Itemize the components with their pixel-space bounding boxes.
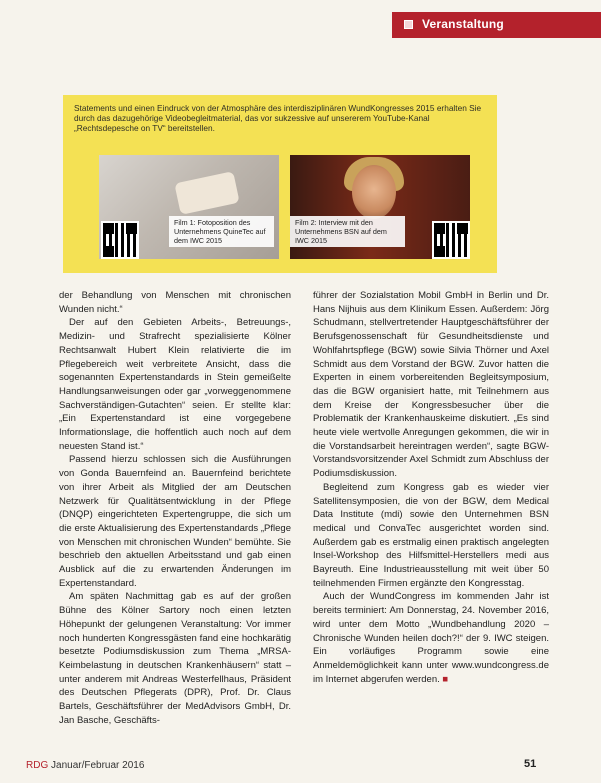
paragraph: Der auf den Gebieten Arbeits-, Betreuungs-, Medizin- und Strafrecht spezialisierte Kölner Rechtsanwalt Hubert Klein relativierte die im Pflegebereich weit verbreitete Ansicht, dass die sogenannten Expertenstandards in Stein gemeißelte Handlungsanweisungen oder gar „vorweggenommene Sachverständigen-Gutachten“ seien. Er stellte klar: „Ein Expertenstandard ist eine vorgegebene Informationslage, die hoffentlich auch noch auf dem neuesten Stand ist.“ <box>59 317 291 452</box>
paragraph: Passend hierzu schlossen sich die Ausführungen von Gonda Bauernfeind an. Bauernfeind berichtete von ihrer Arbeit als Mitglied der am Deutschen Netzwerk für Qualitätsentwicklung in der Pflege (DNQP) eingerichteten Expertengruppe, die sich um die erste Aktualisierung des Expertenstandards „Pflege von Menschen mit chronischen Wunden“ bemühte. Sie beschrieb den aktuellen Arbeitsstand und gab einen Ausblick auf die zu erwartenden Änderungen im Expertenstandard. <box>59 454 291 589</box>
video-1-caption: Film 1: Fotoposition des Unternehmens QuineTec auf dem IWC 2015 <box>169 216 274 247</box>
video-2-caption: Film 2: Interview mit den Unternehmens BSN auf dem IWC 2015 <box>290 216 405 247</box>
video-2-person-face <box>352 165 396 219</box>
section-label: Veranstaltung <box>422 17 504 31</box>
paragraph: Begleitend zum Kongress gab es wieder vier Satellitensymposien, die von der BGW, dem Medical Data Institute (mdi) sowie den Unternehmen BSN medical und ConvaTec ausgerichtet worden sind. Außerdem gab es erstmalig einen praktisch angelegten Insel-Workshop des Hilfsmittel-Herstellers medi aus Bayreuth. Eine Industrieausstellung mit weit über 50 teilnehmenden Firmen ergänzte den Kongresstag. <box>313 481 549 589</box>
footer-brand: RDG <box>26 760 49 771</box>
paragraph: führer der Sozialstation Mobil GmbH in Berlin und Dr. Hans Nijhuis aus dem Klinikum Essen. Außerdem: Jörg Schudmann, stellvertretender Hauptgeschäftsführer der Berufsgenossenschaft für Gesundheitsdienste und Wohlfahrtspflege (BGW) sowie Silvia Thörner und Axel Schmidt aus dem Vorstand der BGW. Zuvor hatten die Experten in einem vorbereitenden Begleitsymposium, das die BGW organisiert hatte, mit Teilnehmern aus dem Kreise der Kongressbesucher über die Problematik der Krankenhauskeime diskutiert. „Es sind heute viele wertvolle Anregungen gekommen, die wir in die Vorstandsarbeit hereintragen werden“, sagte BGW-Vorstandsvorsitzender Axel Schmidt zum Abschluss der Podiumsdiskussion. <box>313 290 549 480</box>
paragraph: der Behandlung von Menschen mit chronischen Wunden nicht.“ <box>59 290 291 315</box>
calendar-icon <box>404 20 413 29</box>
video-info-box <box>63 95 497 273</box>
end-mark-icon: ■ <box>442 673 449 685</box>
footer-issue-date: Januar/Februar 2016 <box>51 760 145 771</box>
info-box-text: Statements und einen Eindruck von der Atmosphäre des interdisziplinären WundKongresses 2015 erhalten Sie durch das dazugehörige Videobegleitmaterial, das vor sukzessive auf unsererem YouTube-Kanal „Rechtsdepesche on TV“ bereitstellen. <box>74 103 482 133</box>
paragraph <box>313 590 549 686</box>
footer-issue <box>26 760 144 771</box>
page-number: 51 <box>524 758 537 770</box>
qr-code-icon[interactable] <box>101 221 139 259</box>
article-column-right <box>313 289 549 686</box>
paragraph: Am späten Nachmittag gab es auf der großen Bühne des Kölner Sartory noch einen letzten Höhepunkt der gelungenen Veranstaltung: Vor immer noch hunderten Kongressgästen fand eine hochkarätig besetzte Podiumsdiskussion zum Thema „MRSA-Keimbelastung in deutschen Krankenhäusern“ statt – unter anderem mit Andreas Westerfellhaus, Präsident des Deutschen Pflegerats (DPR), Prof. Dr. Claus Bartels, Geschäftsführer der MedAdvisors GmbH, Dr. Jan Basche, Geschäfts- <box>59 591 291 726</box>
paragraph-text: Auch der WundCongress im kommenden Jahr ist bereits terminiert: Am Donnerstag, 24. November 2016, wird unter dem Motto „Wundbehandlung 2020 – Chronische Wunden heilen doch?!“ der 9. IWC steigen. Ein vorläufiges Programm sowie eine Anmeldemöglichkeit kann unter www.wundcongress.de im Internet abgerufen werden. <box>313 591 549 685</box>
qr-code-icon[interactable] <box>432 221 470 259</box>
video-thumbnail-1[interactable] <box>99 155 279 259</box>
article-column-left <box>59 289 291 728</box>
section-header-bar <box>392 12 601 38</box>
video-thumbnail-2[interactable] <box>290 155 470 259</box>
